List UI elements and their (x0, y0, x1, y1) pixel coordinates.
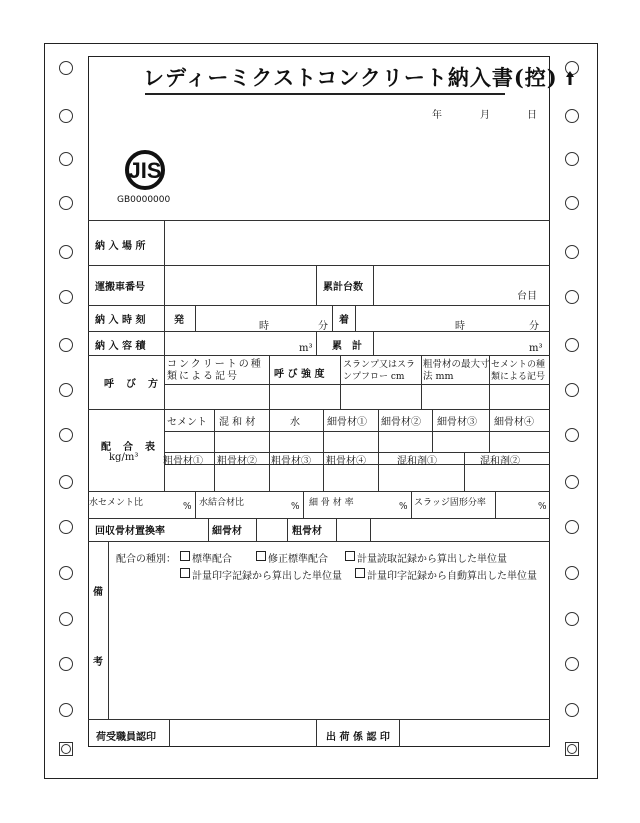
mix-coarse-3: 粗骨材③ (271, 456, 311, 467)
mix-fine-4: 細骨材④ (494, 417, 534, 428)
feed-hole-icon (565, 475, 579, 489)
feed-hole-icon (59, 383, 73, 397)
feed-hole-icon (565, 383, 579, 397)
title-underline (145, 93, 505, 95)
mix-admixture-2: 混和剤② (480, 456, 520, 467)
feed-hole-icon (565, 566, 579, 580)
mix-coarse-4: 粗骨材④ (326, 456, 366, 467)
mix-fine-3: 細骨材③ (437, 417, 477, 428)
opt-standard-label: 標準配合 (192, 554, 232, 565)
mix-coarse-2: 粗骨材② (217, 456, 257, 467)
checkbox-auto[interactable] (355, 568, 365, 578)
checkbox-print[interactable] (180, 568, 190, 578)
label-mix: 配 合 表 (101, 442, 156, 453)
feed-hole-icon (565, 290, 579, 304)
feed-hole-icon (565, 520, 579, 534)
count-unit: 台目 (517, 291, 537, 302)
feed-hole-icon (565, 703, 579, 717)
feed-hole-icon (59, 566, 73, 580)
arrive-hour-unit: 時 (455, 321, 465, 332)
feed-hole-square-icon (59, 742, 73, 756)
label-shipper: 出 荷 係 認 印 (326, 732, 390, 743)
mix-fine-1: 細骨材① (327, 417, 367, 428)
opt-corrected-label: 修正標準配合 (268, 554, 328, 565)
label-fine-ratio: 細 骨 材 率 (309, 498, 354, 508)
mix-fine-2: 細骨材② (381, 417, 421, 428)
checkbox-standard[interactable] (180, 551, 190, 561)
feed-hole-icon (59, 109, 73, 123)
wb-percent: % (291, 502, 300, 512)
jis-mark-icon (118, 150, 172, 190)
label-depart: 発 (174, 315, 184, 326)
fine-percent: % (399, 502, 408, 512)
label-slump: スランプ又はスランプフロー cm (343, 360, 416, 382)
date-year: 年 (432, 110, 442, 121)
checkbox-reading[interactable] (345, 551, 355, 561)
date-month: 月 (480, 110, 490, 121)
label-volume: 納 入 容 積 (95, 341, 146, 352)
label-wc-ratio: 水セメント比 (89, 498, 144, 508)
feed-hole-icon (59, 475, 73, 489)
feed-hole-icon (565, 245, 579, 259)
opt-print-label: 計量印字記録から算出した単位量 (192, 571, 342, 582)
label-remarks-2: 考 (93, 657, 103, 668)
label-total: 累 計 (332, 341, 362, 352)
mix-unit: kg/m³ (109, 452, 139, 463)
label-recovered-coarse: 粗骨材 (292, 526, 322, 537)
feed-hole-icon (565, 338, 579, 352)
feed-hole-square-icon (565, 742, 579, 756)
sludge-percent: % (538, 502, 547, 512)
mix-cement: セメント (167, 417, 207, 428)
date-day: 日 (527, 110, 537, 121)
feed-hole-icon (59, 152, 73, 166)
feed-hole-icon (59, 61, 73, 75)
certificate-number: GB0000000 (117, 195, 171, 205)
mix-admixture-material: 混 和 材 (219, 417, 256, 428)
feed-hole-icon (565, 657, 579, 671)
mix-admixture-1: 混和剤① (397, 456, 437, 467)
feed-hole-icon (565, 428, 579, 442)
depart-minute-unit: 分 (318, 321, 328, 332)
label-type-symbol: コンクリートの種類による記号 (167, 359, 263, 382)
feed-hole-icon (59, 196, 73, 210)
feed-hole-icon (59, 612, 73, 626)
label-delivery-place: 納 入 場 所 (95, 241, 146, 252)
total-unit: m³ (529, 343, 543, 354)
label-mix-kind: 配合の種別： (116, 554, 176, 565)
opt-auto-label: 計量印字記録から自動算出した単位量 (367, 571, 537, 582)
feed-hole-icon (59, 245, 73, 259)
feed-hole-icon (59, 290, 73, 304)
feed-hole-icon (565, 196, 579, 210)
feed-hole-icon (59, 657, 73, 671)
mix-coarse-1: 粗骨材① (163, 456, 203, 467)
label-cumulative-count: 累計台数 (323, 282, 363, 293)
label-truck-no: 運搬車番号 (95, 282, 145, 293)
label-max-aggregate: 粗骨材の最大寸法 mm (423, 359, 490, 382)
feed-hole-icon (59, 703, 73, 717)
jis-mark-text: JIS (128, 158, 162, 183)
label-sludge-ratio: スラッジ固形分率 (414, 498, 486, 508)
label-designation: 呼 び 方 (104, 379, 159, 390)
label-wb-ratio: 水結合材比 (199, 498, 245, 508)
label-cement-type: セメントの種類による記号 (491, 360, 546, 382)
label-remarks-1: 備 (93, 587, 103, 598)
depart-hour-unit: 時 (259, 321, 269, 332)
feed-hole-icon (59, 338, 73, 352)
label-receiver: 荷受職員認印 (96, 732, 156, 743)
label-nominal-strength: 呼 び 強 度 (274, 369, 325, 380)
volume-unit: m³ (299, 343, 313, 354)
opt-reading-label: 計量読取記録から算出した単位量 (357, 554, 507, 565)
feed-hole-icon (565, 109, 579, 123)
label-delivery-time: 納 入 時 刻 (95, 315, 146, 326)
label-recovered-fine: 細骨材 (212, 526, 242, 537)
arrive-minute-unit: 分 (529, 321, 539, 332)
arrow-up-icon (566, 71, 574, 85)
wc-percent: % (183, 502, 192, 512)
feed-hole-icon (59, 428, 73, 442)
label-arrive: 着 (339, 315, 349, 326)
feed-hole-icon (565, 152, 579, 166)
page-title: レディーミクストコンクリート納入書(控) (143, 65, 558, 90)
checkbox-corrected[interactable] (256, 551, 266, 561)
label-recovered: 回収骨材置換率 (95, 526, 165, 537)
feed-hole-icon (59, 520, 73, 534)
feed-hole-icon (565, 612, 579, 626)
mix-water: 水 (290, 417, 300, 428)
